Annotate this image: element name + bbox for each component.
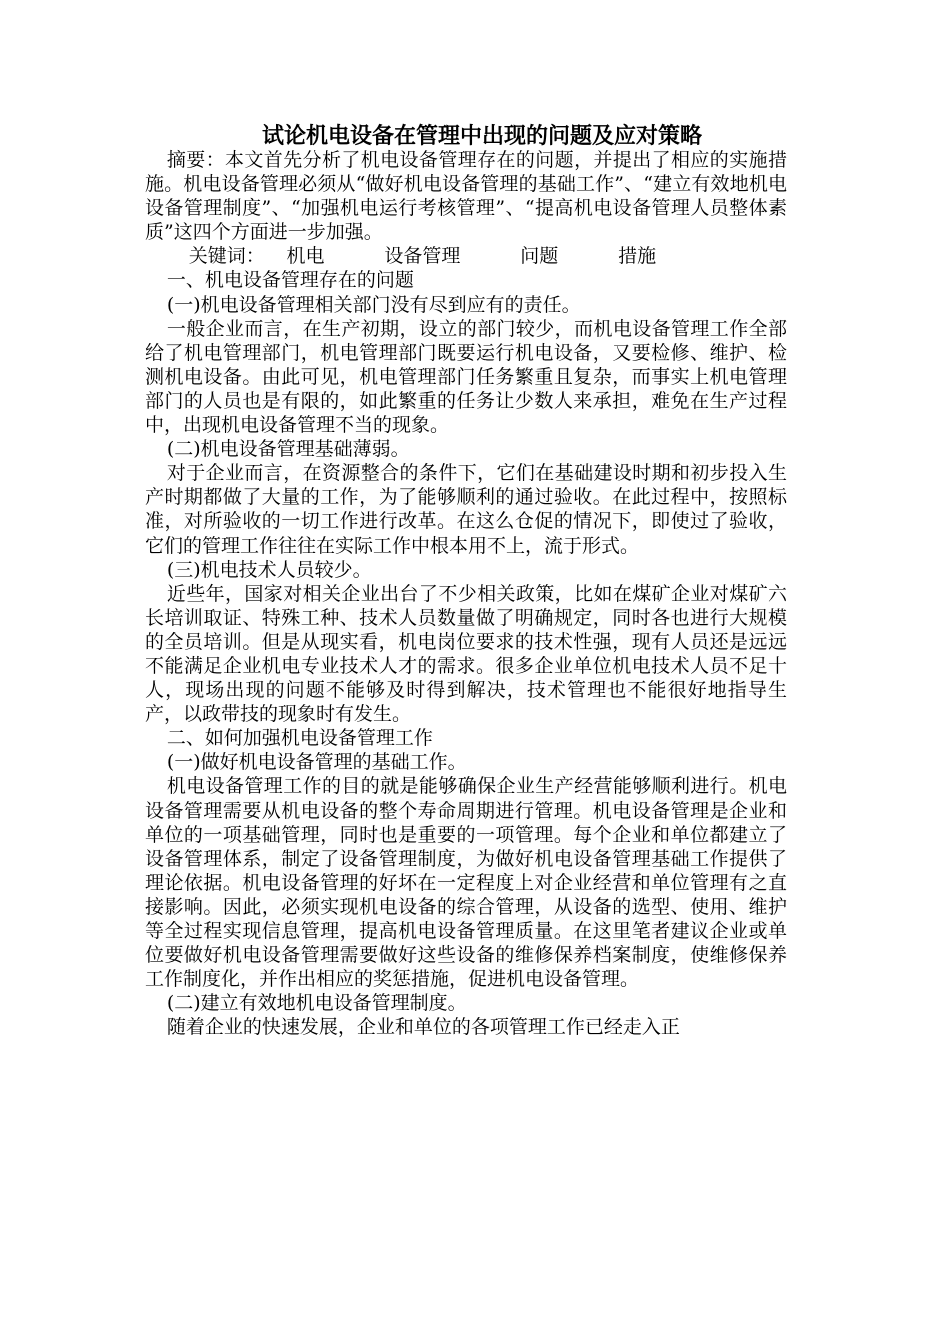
body-paragraph: 近些年，国家对相关企业出台了不少相关政策，比如在煤矿企业对煤矿六长培训取证、特殊工种、技术人员数量做了明确规定，同时各也进行大规模的全员培训。但是从现实看，机电岗位要求的技术性强，现有人员还是远远不能满足企业机电专业技术人才的需求。很多企业单位机电技术人员不足十人，现场出现的问题不能够及时得到解决，技术管理也不能很好地指导生产，以政带技的现象时有发生。 — [145, 582, 787, 726]
body-paragraph: 对于企业而言，在资源整合的条件下，它们在基础建设时期和初步投入生产时期都做了大量的工作，为了能够顺利的通过验收。在此过程中，按照标准，对所验收的一切工作进行改革。在这么仓促的情况下，即使过了验收，它们的管理工作往往在实际工作中根本用不上，流于形式。 — [145, 462, 787, 557]
subsection-heading: (二)建立有效地机电设备管理制度。 — [166, 992, 467, 1015]
subsection-heading: (一)机电设备管理相关部门没有尽到应有的责任。 — [166, 293, 581, 316]
section-heading: 二、如何加强机电设备管理工作 — [166, 727, 433, 750]
keyword: 设备管理 — [384, 245, 461, 268]
body-paragraph: 一般企业而言，在生产初期，设立的部门较少，而机电设备管理工作全部给了机电管理部门，机电管理部门既要运行机电设备，又要检修、维护、检测机电设备。由此可见，机电管理部门任务繁重且复杂，而事实上机电管理部门的人员也是有限的，如此繁重的任务让少数人来承担，难免在生产过程中，出现机电设备管理不当的现象。 — [145, 317, 787, 437]
subsection-heading: (三)机电技术人员较少。 — [166, 558, 372, 581]
keyword: 问题 — [520, 245, 559, 268]
subsection-heading: (二)机电设备管理基础薄弱。 — [166, 438, 410, 461]
section-heading: 一、机电设备管理存在的问题 — [166, 269, 414, 292]
subsection-heading: (一)做好机电设备管理的基础工作。 — [166, 751, 467, 774]
body-paragraph: 随着企业的快速发展，企业和单位的各项管理工作已经走入正 — [166, 1016, 680, 1039]
keywords-line — [145, 244, 787, 268]
keywords-label: 关键词： — [188, 245, 265, 268]
abstract-paragraph: 摘要：本文首先分析了机电设备管理存在的问题，并提出了相应的实施措施。机电设备管理必须从“做好机电设备管理的基础工作”、“建立有效地机电设备管理制度”、“加强机电运行考核管理”、“提高机电设备管理人员整体素质”这四个方面进一步加强。 — [145, 149, 787, 244]
document-title: 试论机电设备在管理中出现的问题及应对策略 — [262, 123, 703, 149]
document-body — [145, 148, 787, 1039]
body-paragraph: 机电设备管理工作的目的就是能够确保企业生产经营能够顺利进行。机电设备管理需要从机电设备的整个寿命周期进行管理。机电设备管理是企业和单位的一项基础管理，同时也是重要的一项管理。每个企业和单位都建立了设备管理体系，制定了设备管理制度，为做好机电设备管理基础工作提供了理论依据。机电设备管理的好坏在一定程度上对企业经营和单位管理有之直接影响。因此，必须实现机电设备的综合管理，从设备的选型、使用、维护等全过程实现信息管理，提高机电设备管理质量。在这里笔者建议企业或单位要做好机电设备管理需要做好这些设备的维修保养档案制度，使维修保养工作制度化，并作出相应的奖惩措施，促进机电设备管理。 — [145, 775, 787, 991]
keyword: 措施 — [618, 245, 657, 268]
keyword: 机电 — [286, 245, 325, 268]
